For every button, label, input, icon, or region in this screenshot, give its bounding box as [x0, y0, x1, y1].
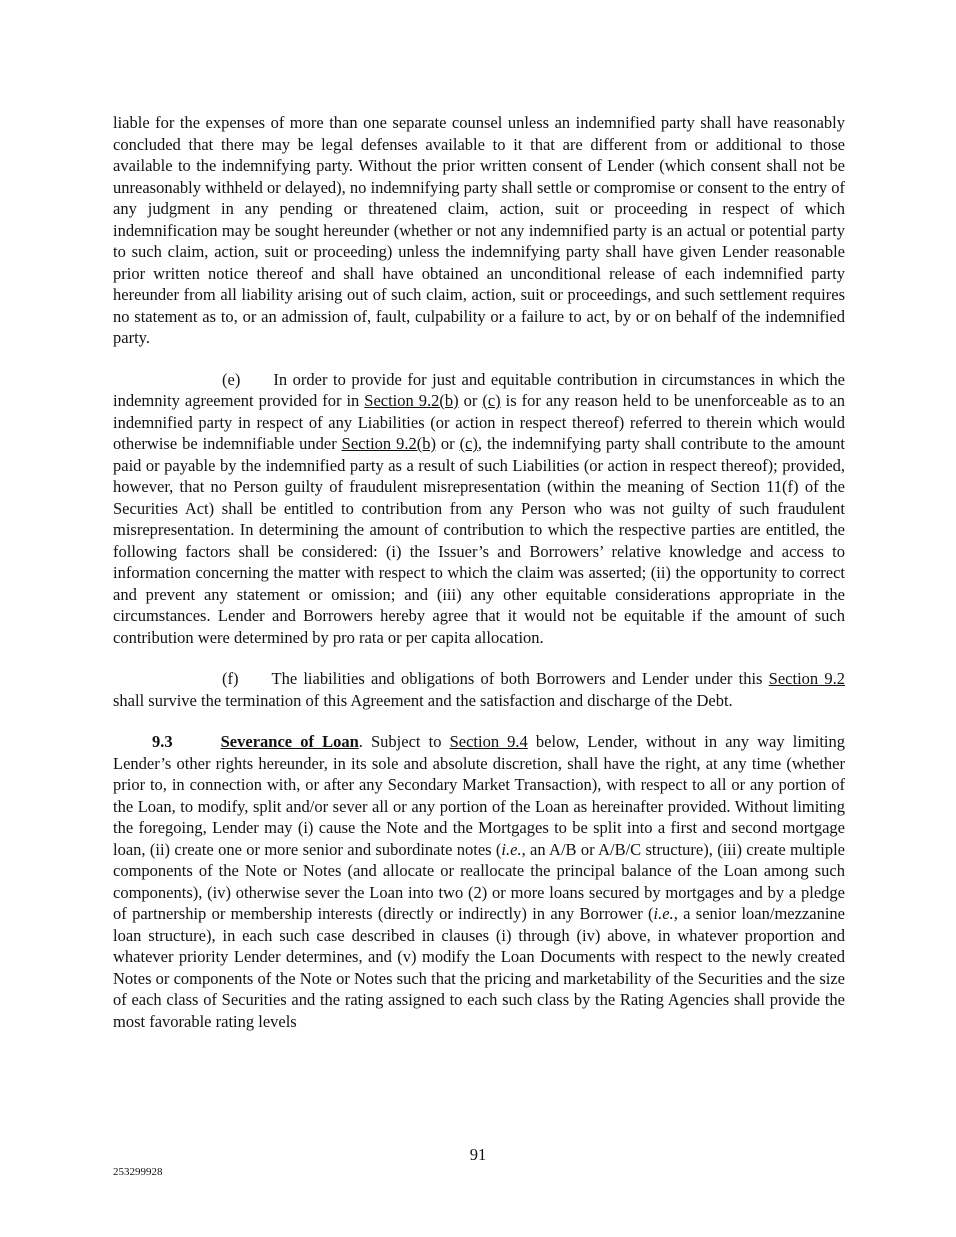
text-run: shall survive the termination of this Agreement and the satisfaction and discharge of the Debt. [113, 690, 733, 710]
text-run: i.e. [501, 839, 522, 859]
text-run: a senior loan/mezzanine loan structure), in each such case described in clauses (i) through (iv) above, in whatever proportion and whatever priority Lender determines, and (v) modify the Loan Documents with respect to the newly created Notes or components of the Note or Notes such that the pricing and marketability of the Securities and the size of each class of Securities and the rating assigned to each such class by the Rating Agencies shall provide the most favorable rating levels [113, 904, 845, 1031]
text-run: , the indemnifying party shall contribute to the amount paid or payable by the indemnified party as a result of such Liabilities (or action in respect thereof); provided, however, that no Person guilty of fraudulent misrepresentation (within the meaning of Section 11(f) of the Securities Act) shall be entitled to contribution from any Person who was not guilty of such fraudulent misrepresentation. In determining the amount of contribution to which the respective parties are entitled, the following factors shall be considered: (i) the Issuer’s and Borrowers’ relative knowledge and access to information concerning the matter with respect to which the claim was asserted; (ii) the opportunity to correct and prevent any statement or omission; and (iii) any other equitable considerations appropriate in the circumstances. Lender and Borrowers hereby agree that it would not be equitable if the amount of such contribution were determined by pro rata or per capita allocation. [113, 434, 845, 647]
section-reference: (c) [459, 434, 478, 453]
section-reference: Section 9.2 [768, 669, 845, 688]
text-run: i.e., [653, 904, 678, 923]
text-run: , an A/B or A/B/C structure), (iii) create multiple components of the Note or Notes (and allocate or reallocate the principal balance of the Loan among such components), (iv) otherwise sever the Loan into two (2) or more loans secured by mortgages and by a pledge of partnership or membership interests (directly or indirectly) in any Borrower ( [113, 839, 845, 923]
text-run: or [435, 434, 460, 453]
text-run: (f) [222, 669, 239, 688]
section-reference: Severance of Loan [220, 732, 359, 751]
document-id-footer: 253299928 [113, 1166, 163, 1178]
section-reference: Section 9.4 [449, 732, 528, 751]
section-reference: Section 9.2(b) [341, 434, 436, 453]
document-body [113, 112, 845, 1032]
paragraph-indemnification-continuation [113, 112, 845, 349]
section-reference: (c) [482, 391, 501, 410]
paragraph-section-9-3-severance [113, 731, 845, 1032]
text-run: or [458, 391, 483, 410]
section-reference: Section 9.2(b) [364, 391, 459, 410]
paragraph-clause-f-survival [113, 668, 845, 711]
text-run: In order to provide for just and equitable contribution in circumstances in which the indemnity agreement provided for in [113, 369, 845, 410]
text-run: below, Lender, without in any way limiting Lender’s other rights hereunder, in its sole and absolute discretion, shall have the right, at any time (whether prior to, in connection with, or after any Secondary Market Transaction), with respect to all or any portion of the Loan, to modify, split and/or sever all or any portion of the Loan as hereinafter provided. Without limiting the foregoing, Lender may (i) cause the Note and the Mortgages to be split into a first and second mortgage loan, (ii) create one or more senior and subordinate notes ( [113, 732, 846, 859]
text-run: The liabilities and obligations of both Borrowers and Lender under this [271, 669, 769, 688]
page-number: 91 [469, 1145, 487, 1164]
text-run: (e) [222, 369, 241, 389]
paragraph-clause-e-contribution [113, 369, 845, 649]
text-run: liable for the expenses of more than one separate counsel unless an indemnified party shall have reasonably concluded that there may be legal defenses available to it that are different from or additional to those available to the indemnifying party. Without the prior written consent of Lender (which consent shall not be unreasonably withheld or delayed), no indemnifying party shall settle or compromise or consent to the entry of any judgment in any pending or threatened claim, action, suit or proceeding in respect of which indemnification may be sought hereunder (whether or not any indemnified party is an actual or potential party to such claim, action, suit or proceeding) unless the indemnifying party shall have given Lender reasonable prior written notice thereof and shall have obtained an unconditional release of each indemnified party hereunder from all liability arising out of such claim, action, suit or proceedings, and such settlement requires no statement as to, or an admission of, fault, culpability or a failure to act, by or on behalf of the indemnified party. [113, 113, 845, 347]
text-run: is for any reason held to be unenforceable as to an indemnified party in respect of any Liabilities (or action in respect thereof) referred to therein which would otherwise be indemnifiable under [113, 391, 846, 453]
text-run: 9.3 [152, 732, 173, 751]
text-run: . Subject to [358, 732, 450, 751]
